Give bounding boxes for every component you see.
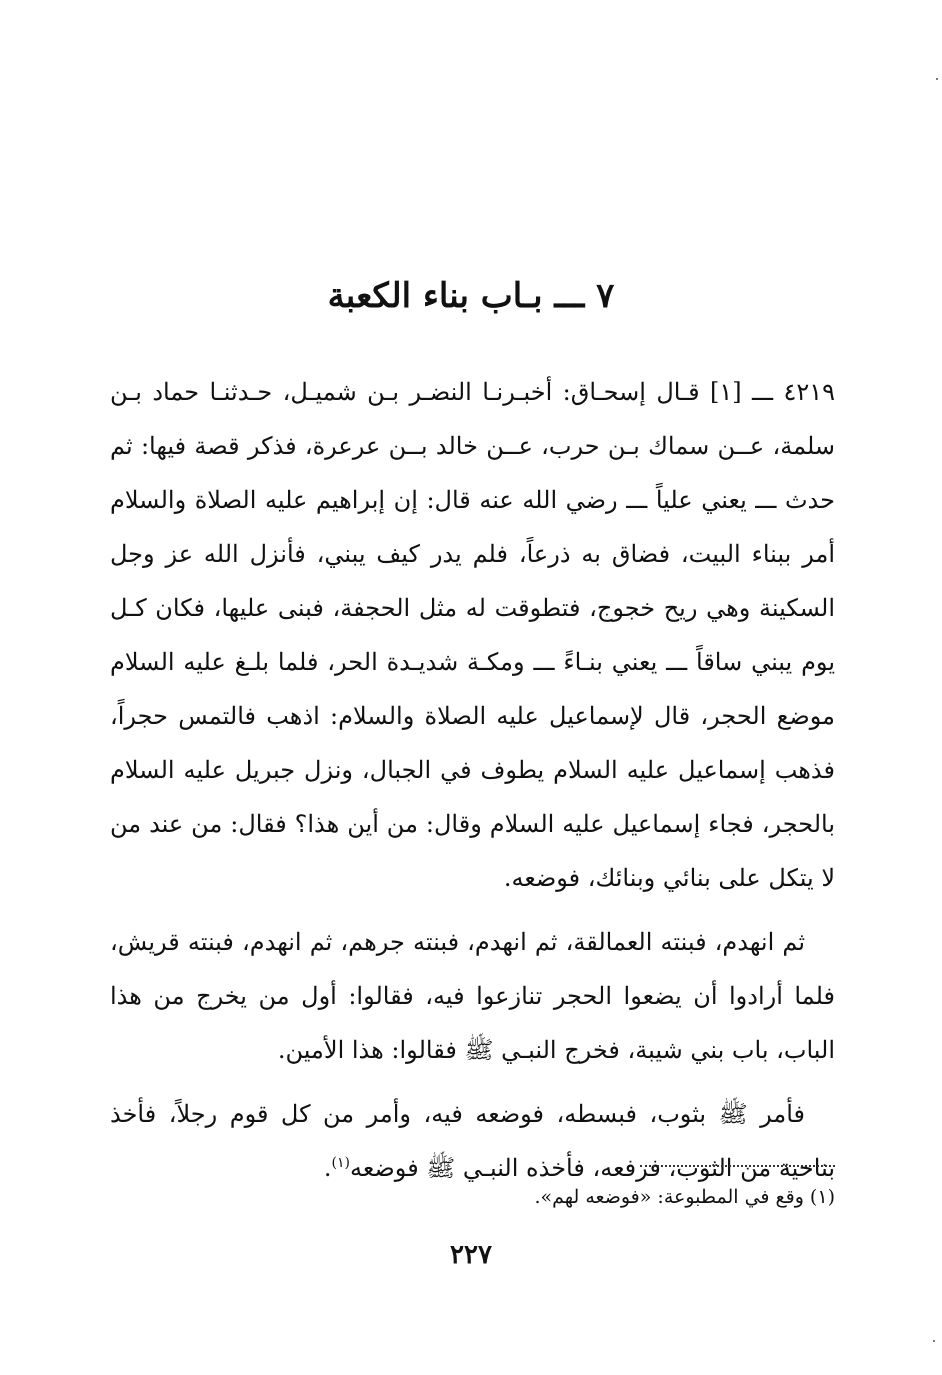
paragraph-placing-stone-text: فأمر ﷺ بثوب، فبسطه، فوضعه فيه، وأمر من كل قوم رجلاً، فأخذ بناحية من الثوب، فرفعه، فأخذه النبـي ﷺ فوضعه <box>110 1100 835 1182</box>
scan-speck <box>933 1340 935 1342</box>
footnote-reference[interactable]: (١) <box>331 1155 350 1171</box>
page-number: ٢٢٧ <box>450 1240 492 1270</box>
paragraph-hadith: ٤٢١٩ ـــ [١] قـال إسحـاق: أخبـرنـا النضـر بـن شميـل، حـدثنـا حماد بـن سلمة، عــن سماك بـن حرب، عــن خالد بــن عرعرة، فذكر قصة فيها: ثم حدث ـــ يعني علياً ـــ رضي الله عنه قال: إن إبراهيم عليه الصلاة والسلام أمر ببناء البيت، فضاق به ذرعاً، فلم يدر كيف يبني، فأنزل الله عز وجل السكينة وهي ريح خجوج، فتطوقت له مثل الحجفة، فبنى عليها، فكان كـل يوم يبني ساقاً ـــ يعني بنـاءً ـــ ومكـة شديـدة الحر، فلما بلـغ عليه السلام موضع الحجر، قال لإسماعيل عليه الصلاة والسلام: اذهب فالتمس حجراً، فذهب إسماعيل عليه السلام يطوف في الجبال، ونزل جبريل عليه السلام بالحجر، فجاء إسماعيل عليه السلام وقال: من أين هذا؟ فقال: من عند من لا يتكل على بنائي وبنائك، فوضعه. <box>110 378 836 892</box>
footnote: (١) وقع في المطبوعة: «فوضعه لهم». <box>534 1186 835 1208</box>
body-text <box>110 365 835 1205</box>
chapter-title: ٧ ـــ بـاب بناء الكعبة <box>327 276 615 316</box>
scan-speck <box>936 78 938 80</box>
paragraph-end-mark: . <box>323 1154 332 1182</box>
paragraph-rebuilding: ثم انهدم، فبنته العمالقة، ثم انهدم، فبنته جرهم، ثم انهدم، فبنته قريش، فلما أرادوا أن يضعوا الحجر تنازعوا فيه، فقالوا: أول من يخرج من هذا الباب، باب بني شيبة، فخرج النبـي ﷺ فقالوا: هذا الأمين. <box>110 928 835 1064</box>
paragraph-placing-stone <box>110 1087 835 1195</box>
footnote-separator <box>640 1165 835 1167</box>
